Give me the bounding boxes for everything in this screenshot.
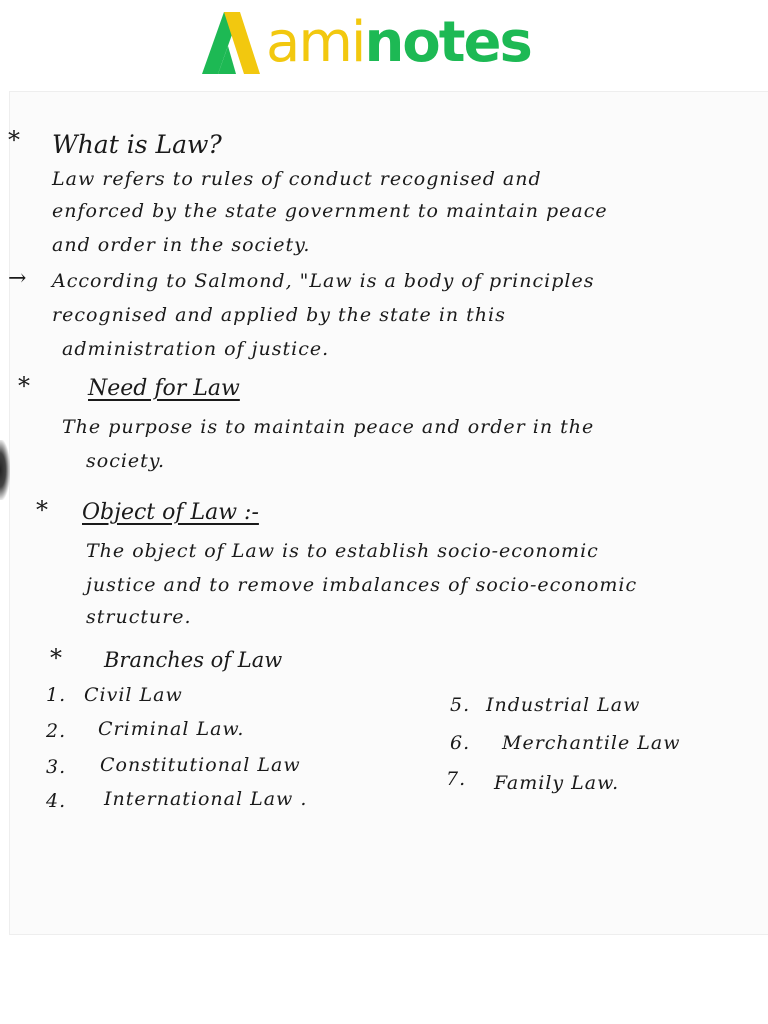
aminotes-logo (200, 8, 531, 78)
object-line-2: justice and to remove imbalances of socio-economic (86, 574, 638, 596)
branch-number: 2. (46, 720, 67, 742)
salmond-line-2: recognised and applied by the state in this (52, 304, 506, 326)
branch-number: 5. (450, 694, 471, 716)
branch-international-law: International Law . (104, 788, 308, 810)
salmond-line-3: administration of justice. (62, 338, 330, 360)
branch-number: 1. (46, 684, 67, 706)
section-heading-need-for-law: Need for Law (88, 376, 240, 401)
definition-line-2: enforced by the state government to maintain peace (52, 200, 608, 222)
branch-criminal-law: Criminal Law. (98, 718, 245, 740)
section-heading-object-of-law: Object of Law :- (82, 500, 259, 525)
section-bullet: * (50, 644, 62, 672)
section-bullet: * (8, 126, 20, 154)
branch-constitutional-law: Constitutional Law (100, 754, 301, 776)
branch-family-law: Family Law. (494, 772, 620, 794)
branch-number: 3. (46, 756, 67, 778)
branch-merchantile-law: Merchantile Law (502, 732, 681, 754)
arrow-icon: → (8, 266, 27, 291)
branch-civil-law: Civil Law (84, 684, 183, 706)
object-line-3: structure. (86, 606, 192, 628)
section-heading-what-is-law: What is Law? (52, 130, 222, 159)
salmond-line-1: According to Salmond, "Law is a body of principles (52, 270, 595, 292)
logo-header (0, 0, 768, 88)
branch-number: 7. (446, 768, 467, 790)
section-heading-branches-of-law: Branches of Law (104, 648, 283, 672)
definition-line-3: and order in the society. (52, 234, 311, 256)
section-bullet: * (36, 496, 48, 524)
paper-shadow (0, 440, 10, 500)
branch-industrial-law: Industrial Law (486, 694, 641, 716)
object-line-1: The object of Law is to establish socio-economic (86, 540, 599, 562)
need-line-2: society. (86, 450, 166, 472)
logo-wordmark (266, 10, 531, 75)
logo-a-icon (200, 10, 262, 76)
branch-number: 6. (450, 732, 471, 754)
definition-line-1: Law refers to rules of conduct recognised and (52, 168, 542, 190)
logo-text-ami: ami (266, 10, 365, 75)
logo-text-notes: notes (364, 10, 531, 75)
branch-number: 4. (46, 790, 67, 812)
need-line-1: The purpose is to maintain peace and order in the (62, 416, 595, 438)
section-bullet: * (18, 372, 30, 400)
